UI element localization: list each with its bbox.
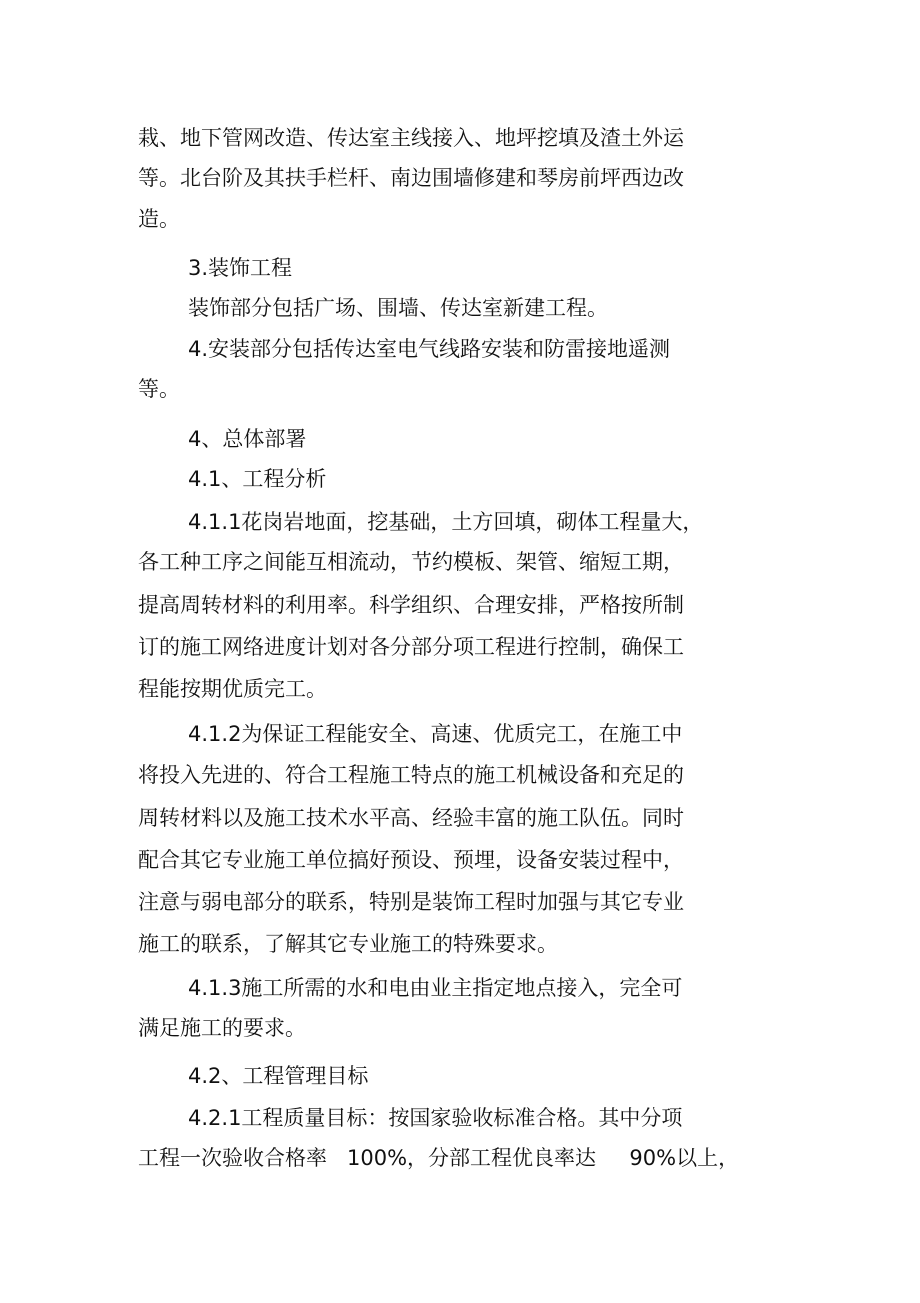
text-line: 提高周转材料的利用率。科学组织、合理安排，严格按所制 — [138, 593, 684, 617]
text-line: 等。北台阶及其扶手栏杆、南边围墙修建和琴房前坪西边改 — [138, 166, 684, 190]
section-heading: 4.1、工程分析 — [188, 467, 327, 491]
section-heading: 3.装饰工程 — [188, 256, 293, 280]
text-line: 等。 — [138, 377, 180, 401]
text-line: 各工种工序之间能互相流动，节约模板、架管、缩短工期， — [138, 550, 684, 574]
text-line: 注意与弱电部分的联系，特别是装饰工程时加强与其它专业 — [138, 890, 684, 914]
text-line: 订的施工网络进度计划对各分部分项工程进行控制，确保工 — [138, 635, 684, 659]
text-line: 周转材料以及施工技术水平高、经验丰富的施工队伍。同时 — [138, 806, 684, 830]
text-line: 配合其它专业施工单位搞好预设、预埋，设备安装过程中， — [138, 848, 684, 872]
section-heading: 4.2、工程管理目标 — [188, 1064, 369, 1088]
section-heading: 4、总体部署 — [188, 427, 307, 451]
text-line: 装饰部分包括广场、围墙、传达室新建工程。 — [188, 296, 608, 320]
text-line: 4.2.1工程质量目标：按国家验收标准合格。其中分项 — [188, 1106, 683, 1130]
text-line: 4.1.2为保证工程能安全、高速、优质完工，在施工中 — [188, 722, 683, 746]
text-line: 4.1.1花岗岩地面，挖基础，土方回填，砌体工程量大， — [188, 510, 704, 534]
text-line: 施工的联系，了解其它专业施工的特殊要求。 — [138, 932, 558, 956]
text-line: 栽、地下管网改造、传达室主线接入、地坪挖填及渣土外运 — [138, 126, 684, 150]
text-line: 4.1.3施工所需的水和电由业主指定地点接入，完全可 — [188, 976, 683, 1000]
text-line: 满足施工的要求。 — [138, 1016, 306, 1040]
text-line: 4.安装部分包括传达室电气线路安装和防雷接地遥测 — [188, 337, 671, 361]
text-line: 程能按期优质完工。 — [138, 677, 327, 701]
text-line: 造。 — [138, 207, 180, 231]
text-line: 将投入先进的、符合工程施工特点的施工机械设备和充足的 — [138, 763, 684, 787]
text-line: 工程一次验收合格率 100%，分部工程优良率达 90%以上， — [138, 1146, 740, 1170]
